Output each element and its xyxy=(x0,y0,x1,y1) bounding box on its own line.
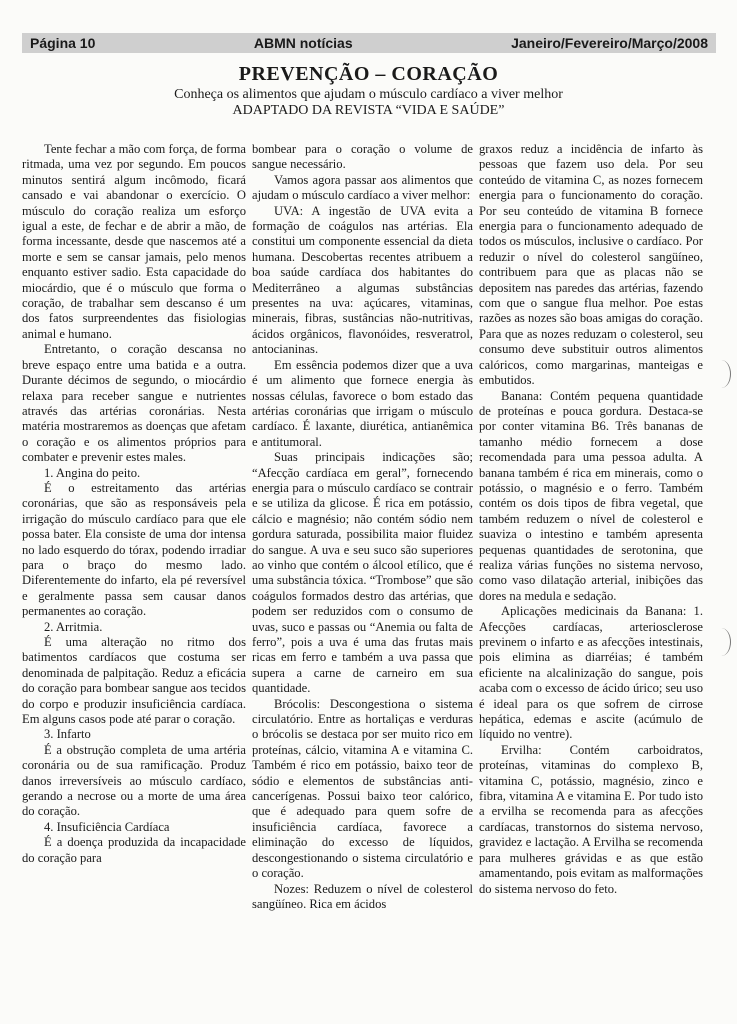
text-column-2 xyxy=(252,142,473,1012)
paragraph: É o estreitamento das artérias coronárias, que são as responsáveis pela irrigação do músculo cardíaco para que ele possa bater. Ela consiste de uma dor intensa no lado esquerdo do tórax, podendo irradiar para o braço do mesmo lado. Diferentemente do infarto, ela pé reversível e geralmente passa sem causar danos permanentes ao coração. xyxy=(22,480,246,619)
paragraph: É uma alteração no ritmo dos batimentos cardíacos que costuma ser denominada de palpitação. Reduz a eficácia do coração para bombear sangue aos tecidos do corpo e produzir insuficiência cardíaca. Em alguns casos pode até parar o coração. xyxy=(22,635,246,727)
paragraph: É a obstrução completa de uma artéria coronária ou de sua ramificação. Produz danos irreversíveis ao músculo cardíaco, gerando a necrose ou a morte de uma área do coração. xyxy=(22,742,246,819)
article-title: PREVENÇÃO – CORAÇÃO xyxy=(238,63,499,85)
text-column-3 xyxy=(479,142,703,1012)
section-heading: 2. Arritmia. xyxy=(44,619,103,634)
binding-hole-mark xyxy=(712,628,731,656)
issue-date: Janeiro/Fevereiro/Março/2008 xyxy=(511,35,708,51)
paragraph: Ervilha: Contém carboidratos, proteínas, vitaminas do complexo B, vitamina C, potássio, magnésio, zinco e fibra, vitamina A e vitamina E. Por tudo isto a ervilha se recomenda para as afecções cardíacas, transtornos do sistema nervoso, gravidez e lactação. A Ervilha se recomenda para mulheres grávidas e as que estão amamentando, pois evitam as malformações do sistema nervoso do feto. xyxy=(479,742,703,896)
paragraph: Brócolis: Descongestiona o sistema circulatório. Entre as hortaliças e verduras o brócolis se destaca por ser muito rico em proteínas, cálcio, vitamina A e vitamina C. Também é rico em potássio, baixo teor de sódio e elementos de substâncias anti-cancerígenas. Possui baixo teor calórico, que é adequado para quem sofre de insuficiência cardíaca, favorece a eliminação do excesso de líquidos, descongestionando o sistema circulatório e o coração. xyxy=(252,696,473,881)
paragraph: Nozes: Reduzem o nível de colesterol sangüíneo. Rica em ácidos xyxy=(252,881,473,911)
publication-name: ABMN notícias xyxy=(253,35,353,51)
section-heading: 4. Insuficiência Cardíaca xyxy=(44,819,170,834)
paragraph: Tente fechar a mão com força, de forma ritmada, uma vez por segundo. Em poucos minutos sentirá algum incômodo, ficará cansado e vai abandonar o exercício. O músculo do coração realiza um esforço igual a este, de fechar e de abrir a mão, de forma incessante, desde que nascemos até a morte e sem se cansar jamais, pelo menos enquanto estiver sadio. Esta capacidade do miocárdio, que é o músculo que forma o coração, de trabalhar sem descanso é um dos fatos surpreendentes das fisiologias animal e humano. xyxy=(22,142,246,341)
paragraph: Aplicações medicinais da Banana: 1. Afecções cardíacas, arteriosclerose previnem o infarto e as afecções intestinais, pois elimina as diarréias; é também eficiente na alcalinização do sangue, pois acaba com o excesso de ácido úrico; seu uso é ideal para os que sofrem de cirrose hepática, edemas e ascite (acúmulo de líquido no ventre). xyxy=(479,604,703,742)
paragraph: Banana: Contém pequena quantidade de proteínas e pouca gordura. Destaca-se por conter vitamina B6. Três bananas de tamanho médio fornecem a dose recomendada para uma pessoa adulta. A banana também é rica em minerais, como o potássio, o magnésio e o ferro. Também contém os dois tipos de fibra vegetal, que também reduzem o nível de colesterol e suaviza o intestino e também apresenta pequenas quantidades de serotonina, que realiza várias funções no sistema nervoso, como vaso dilatação arterial, inibições das dores na medula e sedação. xyxy=(479,388,703,603)
page-header xyxy=(22,33,716,53)
paragraph: Vamos agora passar aos alimentos que ajudam o músculo cardíaco a viver melhor: xyxy=(252,172,473,203)
article-title-block xyxy=(0,61,737,119)
paragraph: É a doença produzida da incapacidade do coração para xyxy=(22,835,246,865)
section-heading: 3. Infarto xyxy=(44,727,91,742)
page-number: Página 10 xyxy=(30,35,96,51)
article-subtitle: Conheça os alimentos que ajudam o músculo cardíaco a viver melhor xyxy=(174,87,563,102)
paragraph: Entretanto, o coração descansa no breve espaço entre uma batida e a outra. Durante décimos de segundo, o miocárdio relaxa para receber sangue e nutrientes através das artérias coronárias. Nesta matéria mostraremos as doenças que afetam o coração e os alimentos próprios para combater e prevenir estes males. xyxy=(22,342,246,465)
paragraph: UVA: A ingestão de UVA evita a formação de coágulos nas artérias. Ela constitui um componente essencial da dieta humana. Descobertas recentes atribuem a boa saúde cardíaca dos habitantes do Mediterrâneo a algumas substâncias presentes na uva: açúcares, vitaminas, minerais, fibras, sustâncias não-nutritivas, ácidos orgânicos, flavonóides, resveratrol, antocianinas. xyxy=(252,203,473,357)
paragraph: bombear para o coração o volume de sangue necessário. xyxy=(252,142,473,172)
section-heading: 1. Angina do peito. xyxy=(44,465,141,480)
paragraph: graxos reduz a incidência de infarto às pessoas que fazem uso dela. Por seu conteúdo de vitamina C, as nozes fornecem energia para o funcionamento do coração. Por seu conteúdo de vitamina B fornece energia para o funcionamento adequado de todos os músculos, inclusive o cardíaco. Por reduzir o nível do colesterol sangüíneo, contribuem para que as placas não se depositem nas paredes das artérias, fazendo com que o sangue flua melhor. Poe estas razões as nozes são boas amigas do coração. Para que as nozes reduzam o colesterol, seu consumo deve substituir outros alimentos calóricos, como margarinas, manteigas e embutidos. xyxy=(479,142,703,388)
paragraph: Suas principais indicações são; “Afecção cardíaca em geral”, fornecendo energia para o músculo cardíaco se contrair e se utiliza da glicose. É rica em potássio, cálcio e magnésio; não contém sódio nem gordura saturada, possibilita maior fluidez do sangue. A uva e seu suco são superiores ao vinho que contém o álcool etílico, que é uma substância tóxica. “Trombose” que são coágulos formados destro das artérias, que podem ser reduzidos com o consumo de uvas, suco e passas ou “Anemia ou falta de ferro”, pois a uva é uma das frutas mais ricas em ferro e também a uva passa que supera a carne de carneiro em sua quantidade. xyxy=(252,450,473,696)
paragraph: Em essência podemos dizer que a uva é um alimento que fornece energia às nossas células, favorece o bom estado das artérias coronárias que irrigam o músculo cardíaco. É laxante, diurética, antianêmica e antitumoral. xyxy=(252,357,473,449)
article-source: ADAPTADO DA REVISTA “VIDA E SAÚDE” xyxy=(232,103,505,118)
binding-hole-mark xyxy=(712,360,731,388)
text-column-1 xyxy=(22,142,246,1012)
